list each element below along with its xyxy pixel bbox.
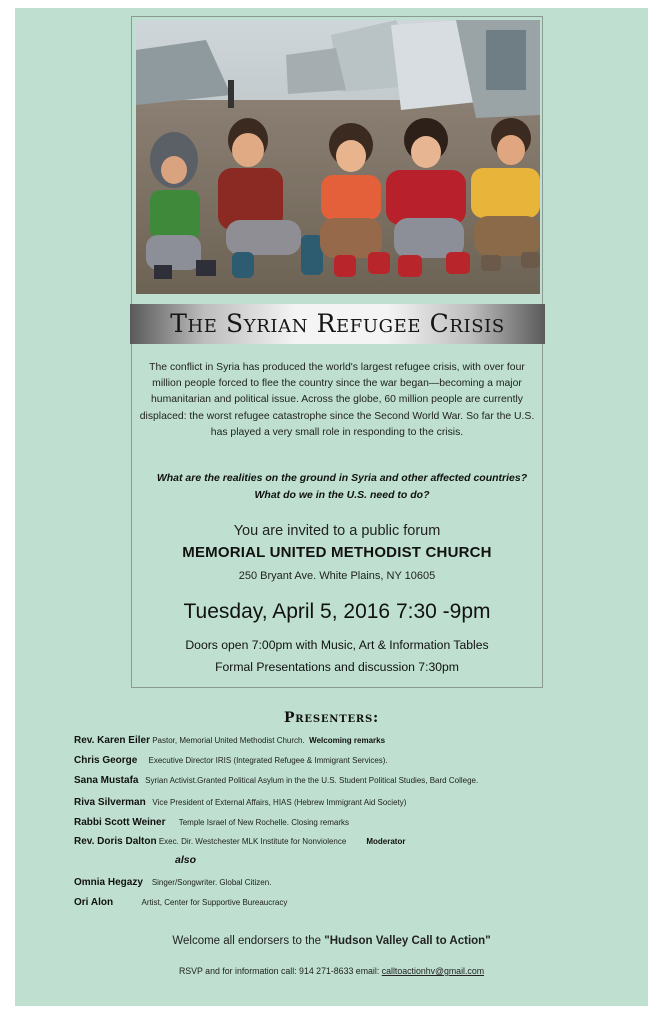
invite-text: You are invited to a public forum bbox=[233, 523, 441, 539]
venue-address: 250 Bryant Ave. White Plains, NY 10605 bbox=[238, 570, 436, 582]
welcome-endorsers bbox=[15, 935, 648, 947]
presenter-name: Chris George bbox=[74, 755, 138, 766]
title-banner bbox=[130, 304, 545, 344]
venue-name: MEMORIAL UNITED METHODIST CHURCH bbox=[182, 544, 492, 561]
rsvp-text: RSVP and for information call: 914 271-8633 email: bbox=[178, 966, 382, 976]
presenter-name: Riva Silverman bbox=[74, 797, 146, 808]
welcome-text: Welcome all endorsers to the bbox=[172, 935, 325, 947]
formal-presentations-text: Formal Presentations and discussion 7:30pm bbox=[215, 660, 459, 674]
rsvp-line bbox=[15, 966, 648, 976]
presenter-tag: Moderator bbox=[366, 837, 406, 846]
presenters-heading: Presenters: bbox=[283, 710, 379, 726]
presenter-name: Omnia Hegazy bbox=[74, 877, 143, 888]
presenter-role: Syrian Activist.Granted Political Asylum in the the U.S. Student Political Studies, Bard College. bbox=[145, 776, 479, 785]
presenter-role: Vice President of External Affairs, HIAS (Hebrew Immigrant Aid Society) bbox=[152, 798, 407, 807]
presenter-name: Rabbi Scott Weiner bbox=[74, 817, 166, 828]
presenter-tag: Welcoming remarks bbox=[309, 736, 386, 745]
page-title: The Syrian Refugee Crisis bbox=[170, 309, 505, 338]
doors-open-text: Doors open 7:00pm with Music, Art & Information Tables bbox=[185, 638, 489, 652]
presenter-role: Temple Israel of New Rochelle. Closing remarks bbox=[178, 818, 349, 827]
presenter-name: Rev. Doris Dalton bbox=[74, 836, 157, 847]
welcome-highlight: "Hudson Valley Call to Action" bbox=[324, 935, 491, 947]
presenter-name: Ori Alon bbox=[74, 897, 114, 908]
presenter-row bbox=[74, 797, 406, 808]
presenter-row bbox=[74, 755, 388, 766]
presenter-row bbox=[74, 817, 349, 828]
intro-paragraph: The conflict in Syria has produced the world's largest refugee crisis, with over four million people forced to flee the country since the war began—becoming a major humanitarian and political issue. Across the globe, 60 million people are currently displaced: the worst refugee catastrophe since the Second World War. So far the U.S. has played a very small role in responding to the crisis. bbox=[139, 362, 535, 438]
also-text: also bbox=[175, 854, 197, 866]
presenter-row bbox=[74, 836, 405, 847]
event-date-time: Tuesday, April 5, 2016 7:30 -9pm bbox=[183, 600, 491, 623]
presenter-role: Executive Director IRIS (Integrated Refugee & Immigrant Services). bbox=[148, 756, 388, 765]
rsvp-email-link[interactable]: calltoactionhv@gmail.com bbox=[381, 966, 485, 976]
presenter-name: Rev. Karen Eiler bbox=[74, 735, 150, 746]
presenter-row bbox=[74, 877, 271, 888]
presenter-role: Pastor, Memorial United Methodist Church. bbox=[152, 736, 305, 745]
presenter-role: Singer/Songwriter. Global Citizen. bbox=[151, 878, 272, 887]
presenter-role: Artist, Center for Supportive Bureaucracy bbox=[141, 898, 288, 907]
refugee-children-photo bbox=[136, 20, 540, 294]
photo-illustration bbox=[136, 20, 540, 294]
presenter-name: Sana Mustafa bbox=[74, 775, 139, 786]
presenter-row bbox=[74, 735, 385, 746]
presenter-row bbox=[74, 897, 287, 908]
presenter-row bbox=[74, 775, 478, 786]
presenter-role: Exec. Dir. Westchester MLK Institute for Nonviolence bbox=[158, 837, 347, 846]
questions-text: What are the realities on the ground in Syria and other affected countries? What do we in the U.S. need to do? bbox=[156, 472, 528, 501]
